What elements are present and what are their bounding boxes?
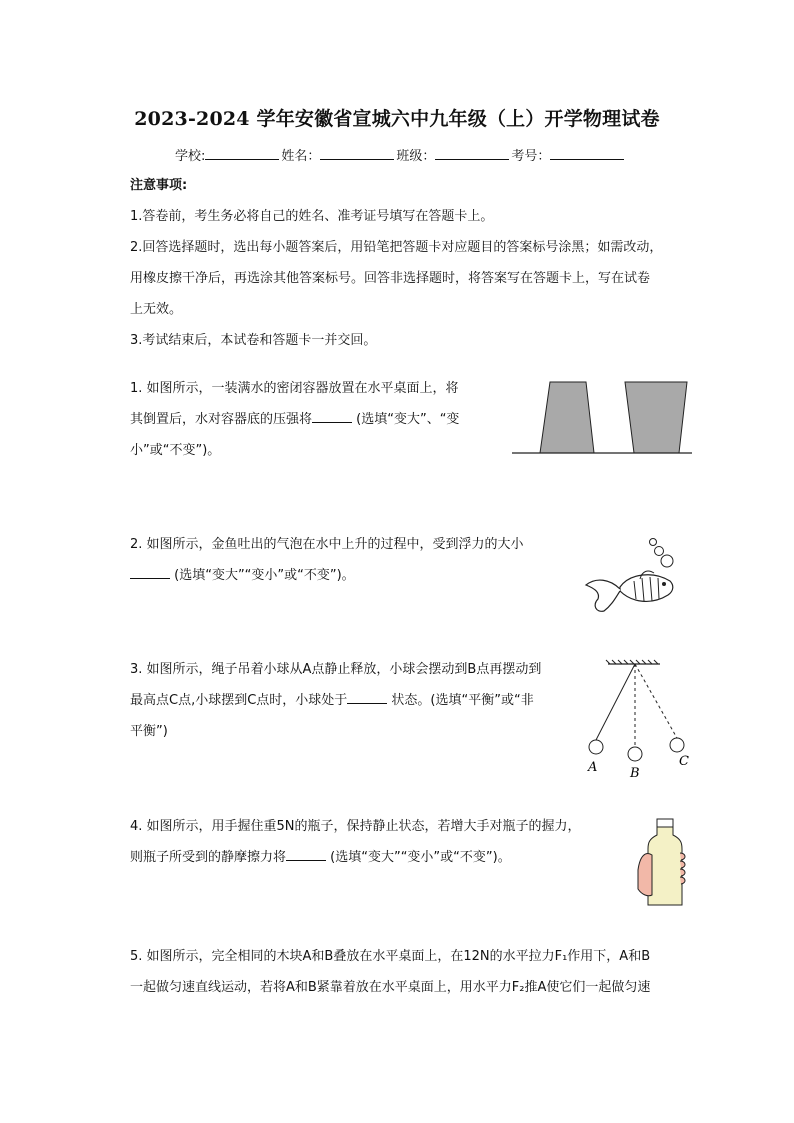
q3-line-2 [130,691,534,711]
q1-line-2-text: 其倒置后，水对容器底的压强将 [130,412,313,427]
bottle-body [648,827,682,905]
hand [638,854,652,896]
exam-no-label: 考号： [511,149,551,164]
q2-line-2-hint: (选填“变大”“变小”或“不变”)。 [170,568,355,583]
notice-item-2-line-2: 用橡皮擦干净后，再选涂其他答案标号。回答非选择题时，将答案写在答题卡上，写在试卷 [130,271,651,286]
q3-line-2-hint: 状态。(选填“平衡”或“非 [387,693,534,708]
notice-heading: 注意事项: [130,178,188,193]
school-label: 学校: [175,149,206,164]
q4-line-2-text: 则瓶子所受到的静摩擦力将 [130,850,287,865]
class-blank[interactable] [435,147,509,160]
bottle-hand-figure [636,815,696,910]
notice-item-1: 1.答卷前，考生务必将自己的姓名、准考证号填写在答题卡上。 [130,209,494,224]
q5-line-1: 5. 如图所示，完全相同的木块A和B叠放在水平桌面上，在12N的水平拉力F₁作用下，A和B [130,949,651,964]
q2-line-1: 2. 如图所示，金鱼吐出的气泡在水中上升的过程中，受到浮力的大小 [130,537,524,552]
page-title: 2023-2024 学年安徽省宣城六中九年级（上）开学物理试卷 [134,108,660,130]
q1-answer-blank[interactable] [312,410,352,423]
q1-line-3: 小”或“不变”)。 [130,443,221,458]
q4-answer-blank[interactable] [286,848,326,861]
q3-answer-blank[interactable] [347,691,387,704]
q2-line-2 [130,566,355,586]
ball-c [670,738,684,752]
q5-line-2: 一起做匀速直线运动，若将A和B紧靠着放在水平桌面上，用水平力F₂推A使它们一起做匀速 [130,980,651,995]
q2-answer-blank[interactable] [130,566,170,579]
fish-body [620,575,673,602]
label-a: A [588,760,598,775]
student-info-row [175,145,626,164]
pendulum-figure [580,660,695,785]
notice-item-2-line-1: 2.回答选择题时，选出每小题答案后，用铅笔把答题卡对应题目的答案标号涂黑；如需改动， [130,240,663,255]
container-upright [540,382,594,453]
bubble-medium [655,547,664,556]
ball-b [628,747,642,761]
ball-a [589,740,603,754]
q1-line-1: 1. 如图所示，一装满水的密闭容器放置在水平桌面上，将 [130,381,459,396]
bubble-small [650,539,657,546]
q3-line-1: 3. 如图所示，绳子吊着小球从A点静止释放，小球会摆动到B点再摆动到 [130,662,542,677]
exam-no-blank[interactable] [550,147,624,160]
q3-line-2-text: 最高点C点,小球摆到C点时，小球处于 [130,693,348,708]
goldfish-figure [582,535,697,620]
label-b: B [630,766,640,781]
label-c: C [679,754,689,769]
q4-line-2-hint: (选填“变大”“变小”或“不变”)。 [326,850,511,865]
string-a [596,664,635,740]
school-blank[interactable] [205,147,279,160]
q3-line-3: 平衡”) [130,724,168,739]
q4-line-1: 4. 如图所示，用手握住重5N的瓶子，保持静止状态，若增大手对瓶子的握力， [130,819,581,834]
name-label: 姓名： [281,149,321,164]
fish-tail [586,580,620,611]
q4-line-2 [130,848,511,868]
bubble-large [661,555,673,567]
class-label: 班级： [396,149,436,164]
fish-eye [662,582,666,586]
name-blank[interactable] [320,147,394,160]
bottle-cap [657,819,673,827]
q1-line-2 [130,410,459,430]
notice-item-3: 3.考试结束后，本试卷和答题卡一并交回。 [130,333,377,348]
containers-figure [510,378,695,458]
q1-line-2-hint: (选填“变大”、“变 [352,412,460,427]
container-inverted [625,382,687,453]
string-c [635,664,677,738]
notice-item-2-line-3: 上无效。 [130,302,183,317]
